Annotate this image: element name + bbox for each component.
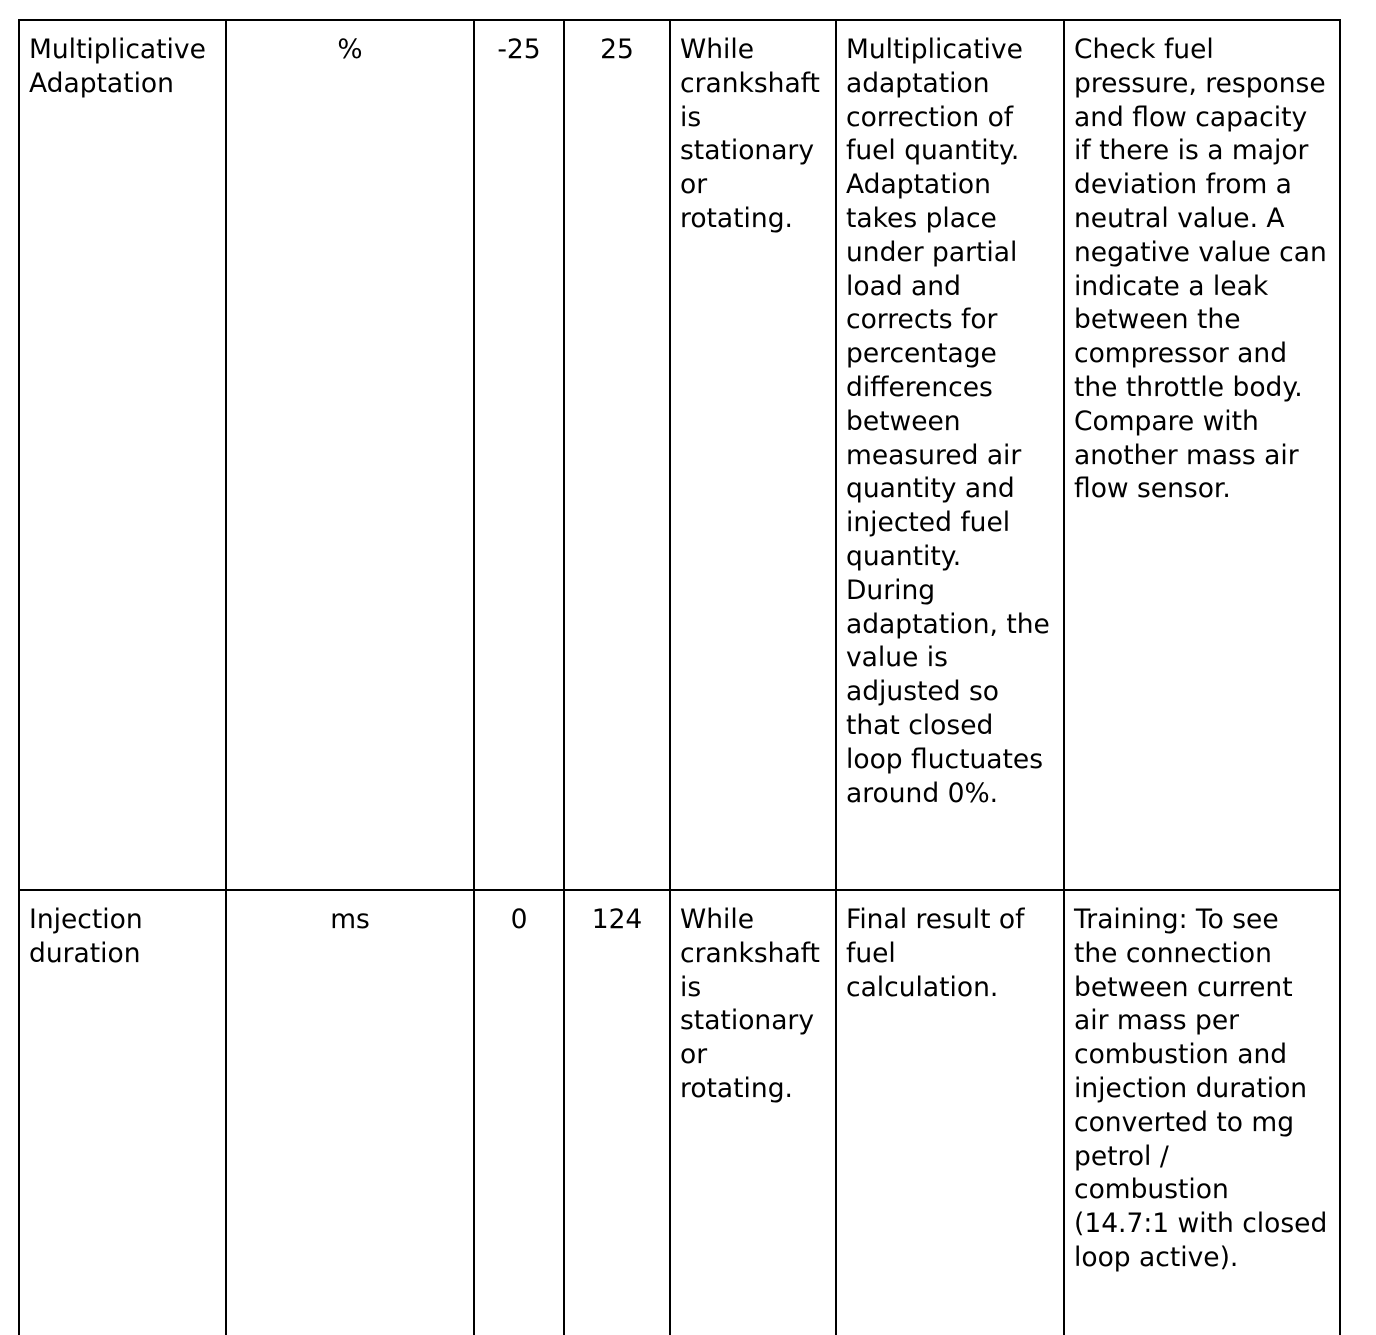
- max-value-cell: 25: [564, 20, 670, 890]
- parameter-name-cell: Injection duration: [19, 890, 226, 1335]
- unit-cell: ms: [226, 890, 474, 1335]
- condition-cell: While crankshaft is stationary or rotating.: [670, 890, 836, 1335]
- table-row: [19, 890, 1340, 1335]
- description-cell: Final result of fuel calculation.: [836, 890, 1064, 1335]
- parameter-name-cell: Multiplicative Adaptation: [19, 20, 226, 890]
- condition-cell: While crankshaft is stationary or rotating.: [670, 20, 836, 890]
- min-value-cell: 0: [474, 890, 564, 1335]
- advice-cell: Check fuel pressure, response and flow capacity if there is a major deviation from a neutral value. A negative value can indicate a leak between the compressor and the throttle body. Compare with another mass air flow sensor.: [1064, 20, 1340, 890]
- parameter-table: [18, 19, 1341, 1335]
- unit-cell: %: [226, 20, 474, 890]
- advice-cell: Training: To see the connection between current air mass per combustion and injection duration converted to mg petrol / combustion (14.7:1 with closed loop active).: [1064, 890, 1340, 1335]
- min-value-cell: -25: [474, 20, 564, 890]
- max-value-cell: 124: [564, 890, 670, 1335]
- table-row: [19, 20, 1340, 890]
- description-cell: Multiplicative adaptation correction of fuel quantity. Adaptation takes place under partial load and corrects for percentage differences between measured air quantity and injected fuel quantity. During adaptation, the value is adjusted so that closed loop fluctuates around 0%.: [836, 20, 1064, 890]
